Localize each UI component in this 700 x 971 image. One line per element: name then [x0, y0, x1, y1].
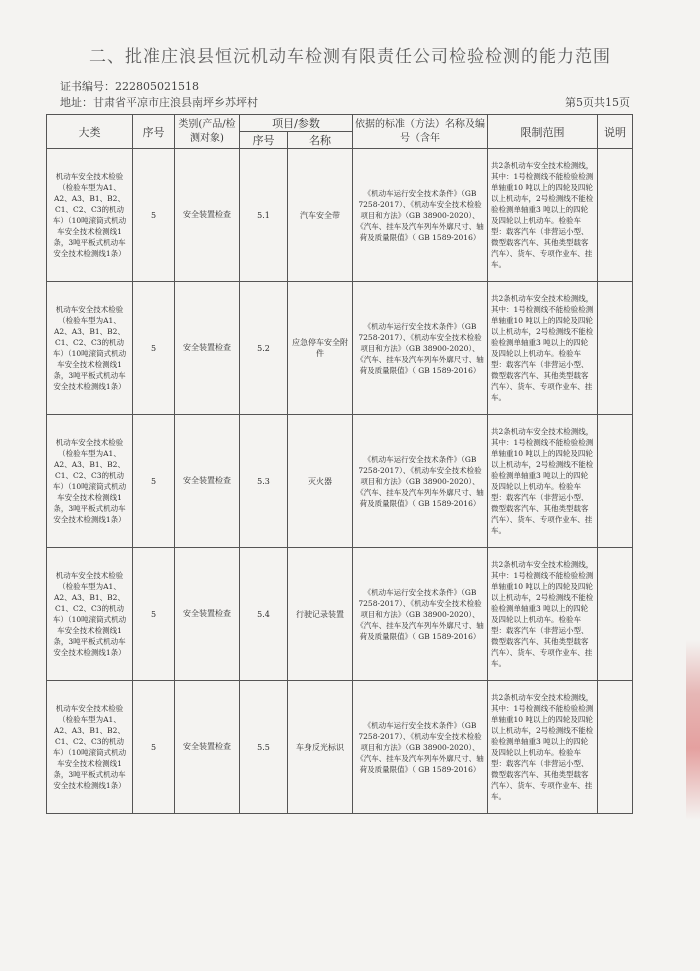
- cell-note: [598, 681, 633, 814]
- header-category: 大类: [47, 115, 133, 149]
- cell-note: [598, 282, 633, 415]
- cell-type: 安全装置检查: [175, 415, 240, 548]
- cell-name: 行驶记录装置: [288, 548, 353, 681]
- cell-note: [598, 415, 633, 548]
- cell-name: 车身反光标识: [288, 681, 353, 814]
- cell-limit: 共2条机动车安全技术检测线，其中：1号检测线不能检验检测单轴重10 吨以上的四轮及四轮以上机动车，2号检测线不能检验检测单轴重3 吨以上的四轮及四轮以上机动车。检验车型：载客汽车（非营运小型、微型载客汽车、其他类型载客汽车）、货车、专项作业车、挂车。: [488, 548, 598, 681]
- cell-category: 机动车安全技术检验（检验车型为A1、A2、A3、B1、B2、C1、C2、C3的机动车）（10吨滚筒式机动车安全技术检测线1条，3吨平板式机动车安全技术检测线1条）: [47, 415, 133, 548]
- cell-type: 安全装置检查: [175, 149, 240, 282]
- cell-note: [598, 149, 633, 282]
- cell-note: [598, 548, 633, 681]
- cell-limit: 共2条机动车安全技术检测线，其中：1号检测线不能检验检测单轴重10 吨以上的四轮及四轮以上机动车，2号检测线不能检验检测单轴重3 吨以上的四轮及四轮以上机动车。检验车型：载客汽车（非营运小型、微型载客汽车、其他类型载客汽车）、货车、专项作业车、挂车。: [488, 681, 598, 814]
- cell-standard: 《机动车运行安全技术条件》（GB 7258-2017）、《机动车安全技术检验项目和方法》（GB 38900-2020）、《汽车、挂车及汽车列车外廓尺寸、轴荷及质量限值》（ GB 1589-2016）: [353, 681, 488, 814]
- header-note: 说明: [598, 115, 633, 149]
- table-row: [47, 149, 633, 282]
- header-standard: 依据的标准（方法）名称及编号（含年: [353, 115, 488, 149]
- header-item-name: 名称: [288, 132, 353, 149]
- page-info: 第5页共15页: [565, 96, 630, 109]
- cell-type: 安全装置检查: [175, 681, 240, 814]
- table-row: [47, 548, 633, 681]
- table-row: [47, 282, 633, 415]
- header-type: 类别(产品/检测对象): [175, 115, 240, 149]
- cell-name: 应急停车安全附件: [288, 282, 353, 415]
- header-item-seq: 序号: [240, 132, 288, 149]
- cell-seq: 5: [133, 415, 175, 548]
- cell-sub-seq: 5.5: [240, 681, 288, 814]
- header-seq: 序号: [133, 115, 175, 149]
- cell-limit: 共2条机动车安全技术检测线，其中：1号检测线不能检验检测单轴重10 吨以上的四轮及四轮以上机动车，2号检测线不能检验检测单轴重3 吨以上的四轮及四轮以上机动车。检验车型：载客汽车（非营运小型、微型载客汽车、其他类型载客汽车）、货车、专项作业车、挂车。: [488, 282, 598, 415]
- cell-name: 汽车安全带: [288, 149, 353, 282]
- cell-category: 机动车安全技术检验（检验车型为A1、A2、A3、B1、B2、C1、C2、C3的机动车）（10吨滚筒式机动车安全技术检测线1条，3吨平板式机动车安全技术检测线1条）: [47, 149, 133, 282]
- header-row-1: [47, 115, 633, 132]
- cell-sub-seq: 5.3: [240, 415, 288, 548]
- table-row: [47, 681, 633, 814]
- certificate-number: 证书编号：222805021518: [60, 80, 199, 93]
- cell-limit: 共2条机动车安全技术检测线，其中：1号检测线不能检验检测单轴重10 吨以上的四轮及四轮以上机动车，2号检测线不能检验检测单轴重3 吨以上的四轮及四轮以上机动车。检验车型：载客汽车（非营运小型、微型载客汽车、其他类型载客汽车）、货车、专项作业车、挂车。: [488, 149, 598, 282]
- cell-sub-seq: 5.2: [240, 282, 288, 415]
- cell-category: 机动车安全技术检验（检验车型为A1、A2、A3、B1、B2、C1、C2、C3的机动车）（10吨滚筒式机动车安全技术检测线1条，3吨平板式机动车安全技术检测线1条）: [47, 548, 133, 681]
- cell-seq: 5: [133, 282, 175, 415]
- seal-stamp-edge: [686, 640, 700, 820]
- scope-table: [46, 114, 633, 814]
- cell-limit: 共2条机动车安全技术检测线，其中：1号检测线不能检验检测单轴重10 吨以上的四轮及四轮以上机动车，2号检测线不能检验检测单轴重3 吨以上的四轮及四轮以上机动车。检验车型：载客汽车（非营运小型、微型载客汽车、其他类型载客汽车）、货车、专项作业车、挂车。: [488, 415, 598, 548]
- cell-type: 安全装置检查: [175, 548, 240, 681]
- cell-seq: 5: [133, 149, 175, 282]
- address: 地址：甘肃省平凉市庄浪县南坪乡苏坪村: [60, 96, 258, 109]
- cell-sub-seq: 5.1: [240, 149, 288, 282]
- cell-category: 机动车安全技术检验（检验车型为A1、A2、A3、B1、B2、C1、C2、C3的机动车）（10吨滚筒式机动车安全技术检测线1条，3吨平板式机动车安全技术检测线1条）: [47, 282, 133, 415]
- cell-category: 机动车安全技术检验（检验车型为A1、A2、A3、B1、B2、C1、C2、C3的机动车）（10吨滚筒式机动车安全技术检测线1条，3吨平板式机动车安全技术检测线1条）: [47, 681, 133, 814]
- cell-name: 灭火器: [288, 415, 353, 548]
- cell-standard: 《机动车运行安全技术条件》（GB 7258-2017）、《机动车安全技术检验项目和方法》（GB 38900-2020）、《汽车、挂车及汽车列车外廓尺寸、轴荷及质量限值》（ GB 1589-2016）: [353, 548, 488, 681]
- cell-seq: 5: [133, 681, 175, 814]
- document-title: 二、批准庄浪县恒沅机动车检测有限责任公司检验检测的能力范围: [89, 47, 611, 67]
- header-item-group: 项目/参数: [240, 115, 353, 132]
- cell-standard: 《机动车运行安全技术条件》（GB 7258-2017）、《机动车安全技术检验项目和方法》（GB 38900-2020）、《汽车、挂车及汽车列车外廓尺寸、轴荷及质量限值》（ GB 1589-2016）: [353, 149, 488, 282]
- cell-seq: 5: [133, 548, 175, 681]
- cell-sub-seq: 5.4: [240, 548, 288, 681]
- cell-standard: 《机动车运行安全技术条件》（GB 7258-2017）、《机动车安全技术检验项目和方法》（GB 38900-2020）、《汽车、挂车及汽车列车外廓尺寸、轴荷及质量限值》（ GB 1589-2016）: [353, 282, 488, 415]
- cell-standard: 《机动车运行安全技术条件》（GB 7258-2017）、《机动车安全技术检验项目和方法》（GB 38900-2020）、《汽车、挂车及汽车列车外廓尺寸、轴荷及质量限值》（ GB 1589-2016）: [353, 415, 488, 548]
- cell-type: 安全装置检查: [175, 282, 240, 415]
- table-row: [47, 415, 633, 548]
- header-limit: 限制范围: [488, 115, 598, 149]
